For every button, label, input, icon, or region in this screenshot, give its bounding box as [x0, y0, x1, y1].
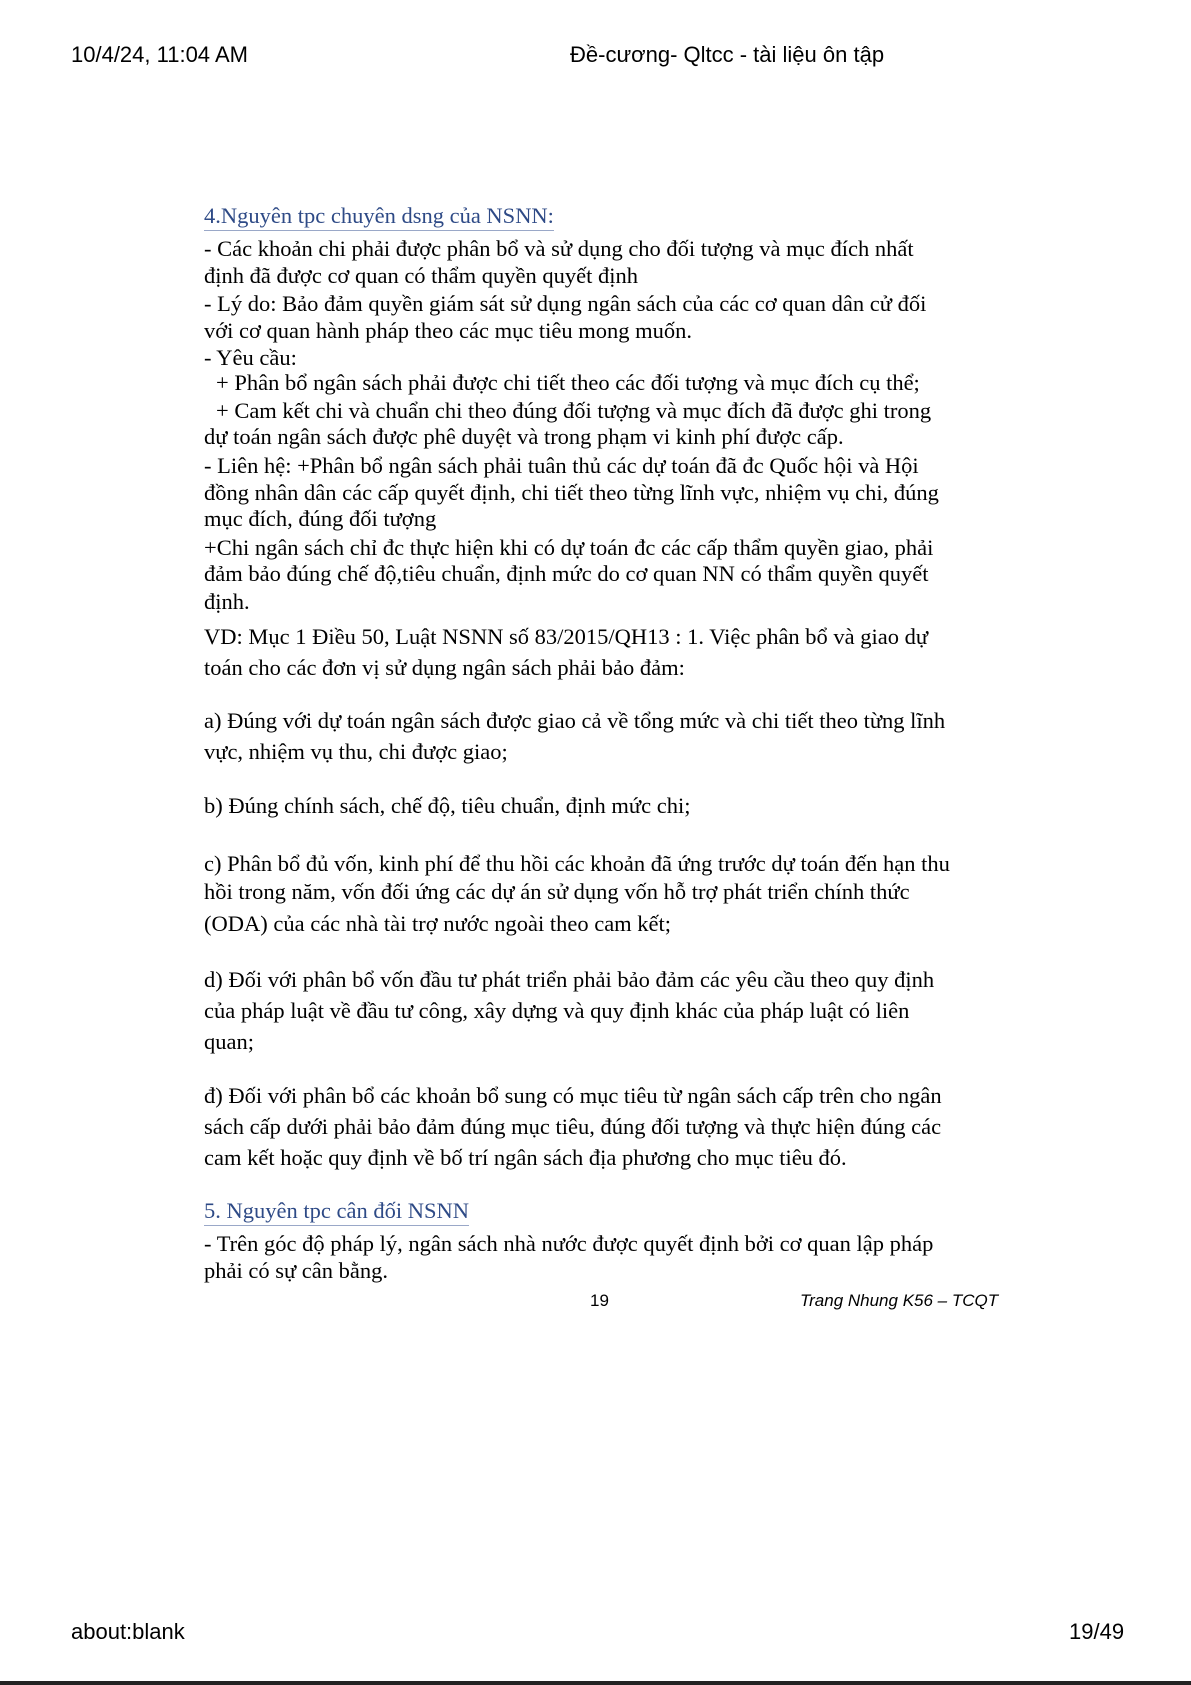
print-document-title: Đề-cương- Qltcc - tài liệu ôn tập	[570, 42, 885, 67]
body-line: với cơ quan hành pháp theo các mục tiêu mong muốn.	[204, 318, 693, 343]
section-5-heading: 5. Nguyên tpc cân đối NSNN	[204, 1198, 469, 1226]
example-line: hồi trong năm, vốn đối ứng các dự án sử dụng vốn hỗ trợ phát triển chính thức	[204, 879, 910, 904]
example-line: của pháp luật về đầu tư công, xây dựng và quy định khác của pháp luật có liên	[204, 998, 910, 1023]
body-line: - Các khoản chi phải được phân bổ và sử dụng cho đối tượng và mục đích nhất	[204, 236, 914, 261]
body-line: - Lý do: Bảo đảm quyền giám sát sử dụng ngân sách của các cơ quan dân cử đối	[204, 291, 927, 316]
section-4-heading: 4.Nguyên tpc chuyên dsng của NSNN:	[204, 203, 554, 231]
body-line: đồng nhân dân các cấp quyết định, chi tiết theo từng lĩnh vực, nhiệm vụ chi, đúng	[204, 480, 939, 505]
body-line: dự toán ngân sách được phê duyệt và trong phạm vi kinh phí được cấp.	[204, 424, 844, 449]
body-line: + Cam kết chi và chuẩn chi theo đúng đối tượng và mục đích đã được ghi trong	[216, 398, 932, 423]
body-line: mục đích, đúng đối tượng	[204, 506, 437, 531]
body-line: - Trên góc độ pháp lý, ngân sách nhà nước được quyết định bởi cơ quan lập pháp	[204, 1231, 934, 1256]
example-line: d) Đối với phân bổ vốn đầu tư phát triển phải bảo đảm các yêu cầu theo quy định	[204, 967, 935, 992]
body-line: + Phân bổ ngân sách phải được chi tiết theo các đối tượng và mục đích cụ thể;	[216, 370, 920, 395]
example-line: đ) Đối với phân bổ các khoản bổ sung có mục tiêu từ ngân sách cấp trên cho ngân	[204, 1083, 942, 1108]
example-line: vực, nhiệm vụ thu, chi được giao;	[204, 739, 508, 764]
example-line: sách cấp dưới phải bảo đảm đúng mục tiêu, đúng đối tượng và thực hiện đúng các	[204, 1114, 942, 1139]
example-line: a) Đúng với dự toán ngân sách được giao cả về tổng mức và chi tiết theo từng lĩnh	[204, 708, 946, 733]
body-line: +Chi ngân sách chỉ đc thực hiện khi có dự toán đc các cấp thẩm quyền giao, phải	[204, 535, 934, 560]
example-line: quan;	[204, 1029, 254, 1054]
body-line: phải có sự cân bằng.	[204, 1258, 389, 1283]
example-line: (ODA) của các nhà tài trợ nước ngoài theo cam kết;	[204, 911, 672, 936]
example-line: VD: Mục 1 Điều 50, Luật NSNN số 83/2015/QH13 : 1. Việc phân bổ và giao dự	[204, 624, 929, 649]
print-datetime: 10/4/24, 11:04 AM	[71, 42, 248, 67]
example-line: c) Phân bổ đủ vốn, kinh phí để thu hồi các khoản đã ứng trước dự toán đến hạn thu	[204, 851, 950, 876]
body-line: định đã được cơ quan có thẩm quyền quyết định	[204, 263, 639, 288]
body-line: đảm bảo đúng chế độ,tiêu chuẩn, định mức do cơ quan NN có thẩm quyền quyết	[204, 561, 929, 586]
bottom-divider	[0, 1681, 1191, 1685]
body-line: định.	[204, 589, 250, 614]
body-line: - Yêu cầu:	[204, 345, 297, 370]
body-line: - Liên hệ: +Phân bổ ngân sách phải tuân thủ các dự toán đã đc Quốc hội và Hội	[204, 453, 919, 478]
example-line: b) Đúng chính sách, chế độ, tiêu chuẩn, định mức chi;	[204, 793, 691, 818]
example-line: toán cho các đơn vị sử dụng ngân sách phải bảo đảm:	[204, 655, 685, 680]
page-footer-author: Trang Nhung K56 – TCQT	[800, 1291, 999, 1310]
print-url: about:blank	[71, 1619, 185, 1644]
print-page-count: 19/49	[1069, 1619, 1125, 1644]
page-number: 19	[590, 1291, 609, 1310]
example-line: cam kết hoặc quy định về bố trí ngân sách địa phương cho mục tiêu đó.	[204, 1145, 847, 1170]
